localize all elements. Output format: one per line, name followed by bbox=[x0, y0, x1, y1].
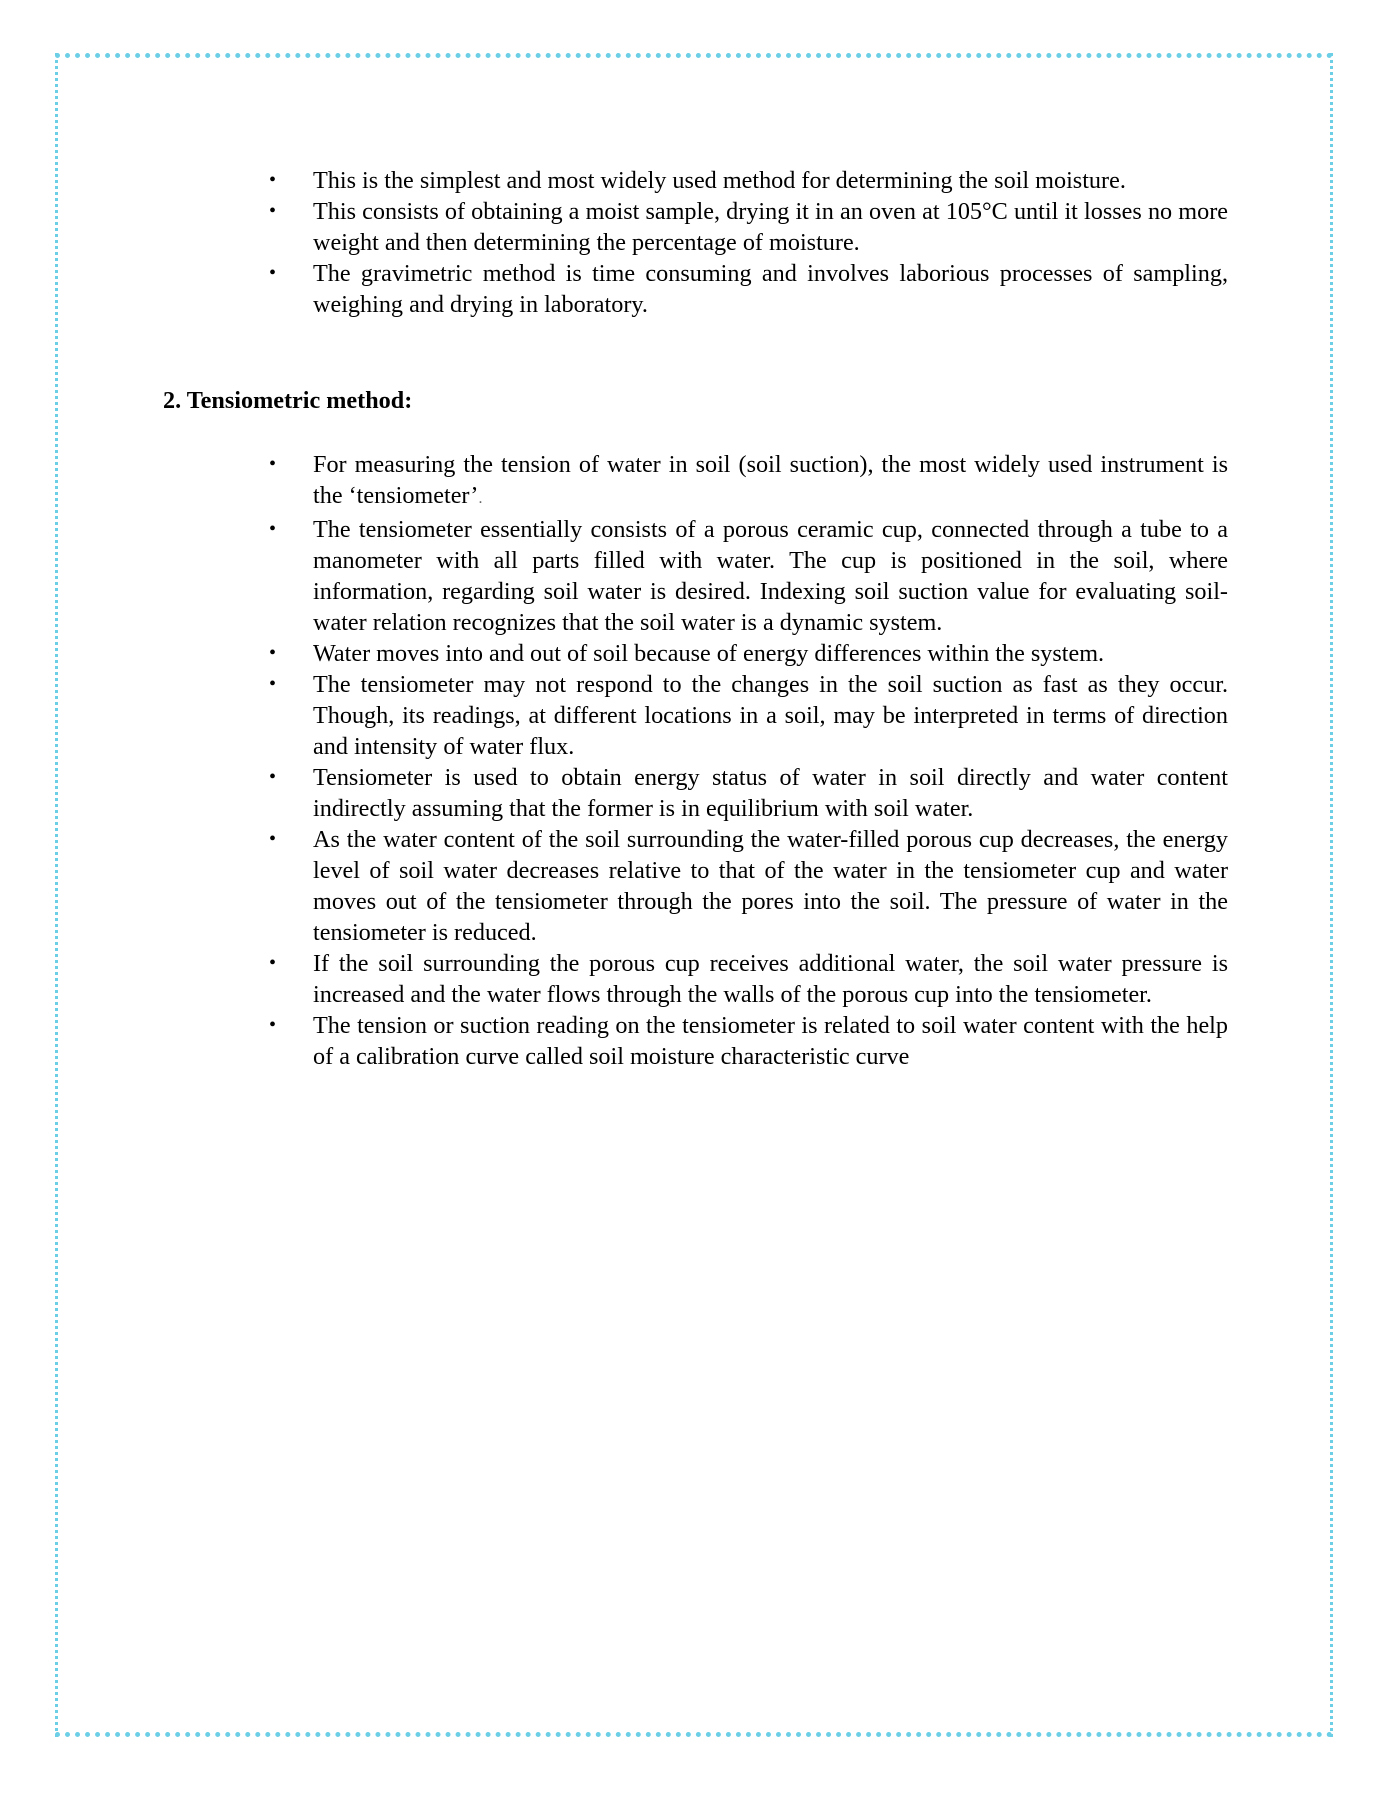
list-item bbox=[265, 762, 1228, 824]
list-item bbox=[265, 449, 1228, 514]
list-item-text: For measuring the tension of water in soil (soil suction), the most widely used instrument is the ‘tensiometer’ bbox=[313, 451, 1228, 509]
list-item bbox=[265, 638, 1228, 669]
gravimetric-method-list bbox=[265, 165, 1228, 320]
bullet-icon: • bbox=[269, 673, 277, 695]
list-item-text: Water moves into and out of soil because of energy differences within the system. bbox=[313, 640, 1105, 667]
section-heading-tensiometric: 2. Tensiometric method: bbox=[163, 387, 413, 414]
list-item bbox=[265, 165, 1228, 196]
list-item bbox=[265, 258, 1228, 320]
bullet-icon: • bbox=[269, 1014, 277, 1036]
list-item bbox=[265, 824, 1228, 948]
bullet-icon: • bbox=[269, 766, 277, 788]
tensiometric-method-list bbox=[265, 449, 1228, 1072]
list-item-text: The tensiometer essentially consists of a porous ceramic cup, connected through a tube to a manometer with all parts filled with water. The cup is positioned in the soil, where information, regarding soil water is desired. Indexing soil suction value for evaluating soil-water relation recognizes that the soil water is a dynamic system. bbox=[313, 516, 1228, 636]
list-item-text: The tension or suction reading on the tensiometer is related to soil water content with the help of a calibration curve called soil moisture characteristic curve bbox=[313, 1012, 1228, 1070]
list-item-text: Tensiometer is used to obtain energy status of water in soil directly and water content indirectly assuming that the former is in equilibrium with soil water. bbox=[313, 764, 1228, 822]
list-item bbox=[265, 669, 1228, 762]
list-item bbox=[265, 196, 1228, 258]
list-item-text: The tensiometer may not respond to the changes in the soil suction as fast as they occur. Though, its readings, at different locations in a soil, may be interpreted in terms of direction and intensity of water flux. bbox=[313, 671, 1228, 760]
list-item-text: The gravimetric method is time consuming and involves laborious processes of sampling, weighing and drying in laboratory. bbox=[313, 260, 1228, 318]
bullet-icon: • bbox=[269, 262, 277, 284]
list-item-text: This consists of obtaining a moist sample, drying it in an oven at 105°C until it losses no more weight and then determining the percentage of moisture. bbox=[313, 198, 1228, 256]
list-item bbox=[265, 514, 1228, 638]
list-item-text: This is the simplest and most widely used method for determining the soil moisture. bbox=[313, 167, 1126, 194]
bullet-icon: • bbox=[269, 518, 277, 540]
bullet-icon: • bbox=[269, 952, 277, 974]
bullet-icon: • bbox=[269, 642, 277, 664]
list-item bbox=[265, 1010, 1228, 1072]
bullet-icon: • bbox=[269, 453, 277, 475]
list-item bbox=[265, 948, 1228, 1010]
bullet-icon: • bbox=[269, 200, 277, 222]
bullet-icon: • bbox=[269, 828, 277, 850]
list-item-text: If the soil surrounding the porous cup receives additional water, the soil water pressure is increased and the water flows through the walls of the porous cup into the tensiometer. bbox=[313, 950, 1228, 1008]
bullet-icon: • bbox=[269, 169, 277, 191]
list-item-text: As the water content of the soil surrounding the water-filled porous cup decreases, the energy level of soil water decreases relative to that of the water in the tensiometer cup and water moves out of the tensiometer through the pores into the soil. The pressure of water in the tensiometer is reduced. bbox=[313, 826, 1228, 946]
list-item-suffix: . bbox=[478, 490, 483, 507]
